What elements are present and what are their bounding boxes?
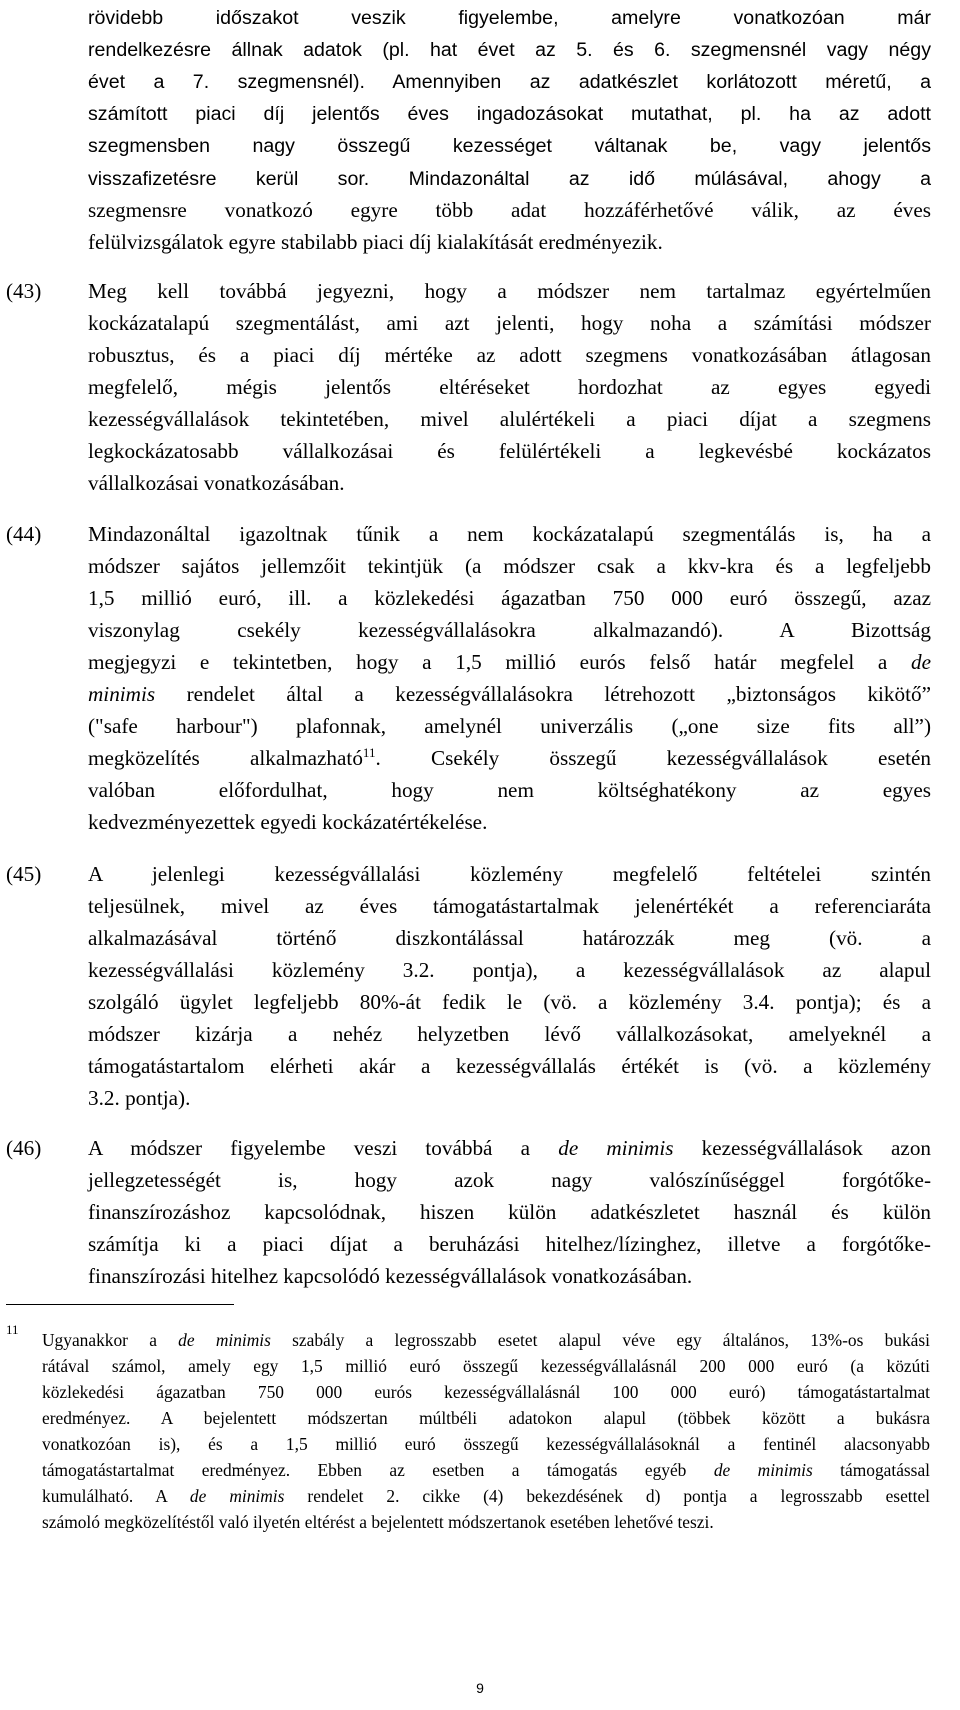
paragraph-line: robusztus, és a piaci díj mértéke az adott szegmens vonatkozásában átlagosan: [88, 343, 931, 367]
footnote-line: rátával számol, amely egy 1,5 millió euró összegű kezességvállalásnál 200 000 euró (a közúti: [42, 1356, 930, 1376]
paragraph-line: támogatástartalom elérheti akár a kezességvállalás értékét is (vö. a közlemény: [88, 1054, 931, 1078]
paragraph-line: jellegzetességét is, hogy azok nagy valószínűséggel forgótőke-: [88, 1168, 931, 1192]
paragraph-line: finanszírozási hitelhez kapcsolódó kezességvállalások vonatkozásában.: [88, 1264, 693, 1288]
intro-line: visszafizetésre kerül sor. Mindazonáltal az idő múlásával, ahogy a: [88, 168, 931, 190]
intro-line: évet a 7. szegmensnél). Amennyiben az adatkészlet korlátozott méretű, a: [88, 71, 931, 93]
footnote-line: kumulálható. A de minimis rendelet 2. cikke (4) bekezdésének d) pontja a legrosszabb esettel: [42, 1486, 931, 1506]
paragraph-number: (45): [6, 862, 42, 886]
paragraph-line: vállalkozásai vonatkozásában.: [88, 471, 345, 495]
footnote-line: vonatkozóan is), és a 1,5 millió euró összegű kezességvállalásoknál a fentinél alacsonyabb: [42, 1434, 930, 1454]
paragraph-line: módszer kizárja a nehéz helyzetben lévő vállalkozásokat, amelyeknél a: [88, 1022, 931, 1046]
intro-line: szegmensre vonatkozó egyre több adat hozzáférhetővé válik, az éves: [88, 198, 931, 222]
paragraph-line: megfelelő, mégis jelentős eltéréseket hordozhat az egyes egyedi: [88, 375, 931, 399]
footnote-line: közlekedési ágazatban 750 000 eurós kezességvállalásnál 100 000 euró) támogatástartalmat: [42, 1382, 930, 1402]
paragraph-line: Meg kell továbbá jegyezni, hogy a módszer nem tartalmaz egyértelműen: [88, 279, 931, 303]
paragraph-number: (46): [6, 1136, 42, 1160]
paragraph-line: kedvezményezettek egyedi kockázatértékelése.: [88, 810, 488, 834]
footnote-line: Ugyanakkor a de minimis szabály a legrosszabb esetet alapul véve egy általános, 13%-os bukási: [42, 1330, 930, 1350]
footnote-line: számoló megközelítéstől való ilyetén eltérést a bejelentett módszertanok esetében lehetővé teszi.: [42, 1512, 714, 1532]
intro-line: rövidebb időszakot veszik figyelembe, amelyre vonatkozóan már: [88, 7, 931, 29]
italic-term: de: [911, 650, 932, 674]
paragraph-line: legkockázatosabb vállalkozásai és felülértékeli a legkevésbé kockázatos: [88, 439, 931, 463]
italic-term: de minimis: [178, 1330, 271, 1350]
paragraph-line: ("safe harbour") plafonnak, amelynél univerzális („one size fits all”): [88, 714, 931, 738]
footnote-line: eredményez. A bejelentett módszertan múltbéli adatokon alapul (többek között a bukásra: [42, 1408, 930, 1428]
paragraph-line: alkalmazásával történő diszkontálással határozzák meg (vö. a: [88, 926, 931, 950]
paragraph-line: 1,5 millió euró, ill. a közlekedési ágazatban 750 000 euró összegű, azaz: [88, 586, 931, 610]
intro-line: rendelkezésre állnak adatok (pl. hat évet az 5. és 6. szegmensnél vagy négy: [88, 39, 931, 61]
paragraph-line: A jelenlegi kezességvállalási közlemény megfelelő feltételei szintén: [88, 862, 931, 886]
italic-term: de minimis: [558, 1136, 674, 1160]
paragraph-line: kezességvállalási közlemény 3.2. pontja), a kezességvállalások az alapul: [88, 958, 931, 982]
paragraph-line: szolgáló ügylet legfeljebb 80%-át fedik le (vö. a közlemény 3.4. pontja); és a: [88, 990, 931, 1014]
footnote-marker: 11: [6, 1322, 19, 1337]
intro-line: számított piaci díj jelentős éves ingadozásokat mutathat, pl. ha az adott: [88, 103, 931, 125]
paragraph-line: Mindazonáltal igazoltnak tűnik a nem kockázatalapú szegmentálás is, ha a: [88, 522, 931, 546]
paragraph-line: 3.2. pontja).: [88, 1086, 191, 1110]
footnote-separator: [6, 1304, 234, 1305]
paragraph-number: (43): [6, 279, 42, 303]
paragraph-line: megjegyzi e tekintetben, hogy a 1,5 millió eurós felső határ megfelel a de: [88, 650, 932, 674]
paragraph-line: módszer sajátos jellemzőit tekintjük (a módszer csak a kkv-kra és a legfeljebb: [88, 554, 931, 578]
paragraph-line: számítja ki a piaci díjat a beruházási hitelhez/lízinghez, illetve a forgótőke-: [88, 1232, 931, 1256]
page-number: 9: [476, 1680, 484, 1696]
intro-line: felülvizsgálatok egyre stabilabb piaci díj kialakítását eredményezik.: [88, 230, 663, 254]
paragraph-line: finanszírozáshoz kapcsolódnak, hiszen külön adatkészletet használ és külön: [88, 1200, 931, 1224]
paragraph-number: (44): [6, 522, 42, 546]
paragraph-line: viszonylag csekély kezességvállalásokra alkalmazandó). A Bizottság: [88, 618, 931, 642]
paragraph-line: valóban előfordulhat, hogy nem költséghatékony az egyes: [88, 778, 931, 802]
footnote-reference[interactable]: 11: [362, 745, 376, 760]
paragraph-line: teljesülnek, mivel az éves támogatástartalmak jelenértékét a referenciaráta: [88, 894, 931, 918]
paragraph-line: minimis rendelet által a kezességvállalásokra létrehozott „biztonságos kikötő”: [88, 682, 931, 706]
paragraph-line: megközelítés alkalmazható$^{11}$. Csekély összegű kezességvállalások esetén: [88, 745, 931, 770]
footnote-line: támogatástartalmat eredményez. Ebben az esetben a támogatás egyéb de minimis támogatással: [42, 1460, 930, 1480]
italic-term: de minimis: [189, 1486, 285, 1506]
italic-term: de minimis: [713, 1460, 813, 1480]
paragraph-line: kockázatalapú szegmentálást, ami azt jelenti, hogy noha a számítási módszer: [88, 311, 931, 335]
intro-line: szegmensben nagy összegű kezességet váltanak be, vagy jelentős: [88, 135, 931, 157]
paragraph-line: A módszer figyelembe veszi továbbá a de minimis kezességvállalások azon: [88, 1136, 932, 1160]
paragraph-line: kezességvállalások tekintetében, mivel alulértékeli a piaci díjat a szegmens: [88, 407, 931, 431]
italic-term: minimis: [88, 682, 156, 706]
